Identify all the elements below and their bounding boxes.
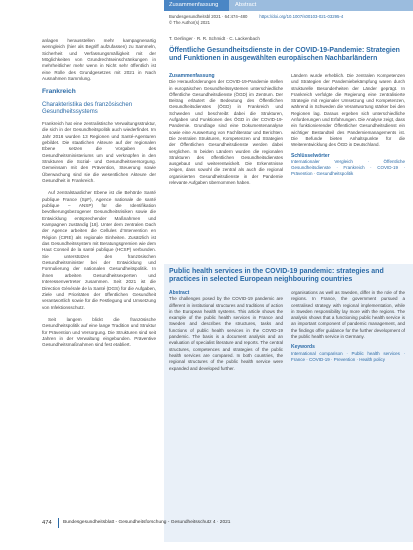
summary-text-left: Die Herausforderungen der COVID-19-Pandemie stellen in europäischen Gesundheitssystemen unterschiedliche Öffentliche Gesundheitsdienste (ÖGD) im Zentrum. Der Beitrag erläutert die Bedeutung des Öffentlichen Gesundheitsdienstes (ÖGD) in Frankreich und Schweden und beschreibt dabei die Strukturen, Aufgaben und Funktionen des ÖGD in der COVID-19-Pandemie. Grundlage sind eine Dokumentenanalyse sowie eine Auswertung von Fachliteratur und Berichten. Die zentralen Strukturen, Kompetenzen und Strategien der Öffentlichen Gesundheitsdienste werden dabei verglichen. In beiden Ländern wurden die regionalen Strukturen des öffentlichen Gesundheitsdienstes ausgebaut und weiterentwickelt. Die Erkenntnisse zeigen, dass sowohl die zentral als auch die regional organisierten Gesundheitsdienste in der Pandemie relevante Aufgaben übernommen haben. <box>169 79 283 186</box>
copyright: © The Author(s) 2021 <box>169 20 211 25</box>
left-column <box>42 38 156 355</box>
doi-link[interactable]: https://doi.org/10.1007/s00103-021-03295-4 <box>259 14 344 19</box>
summary-heading: Zusammenfassung <box>169 73 215 79</box>
body-paragraph: Frankreich hat eine zentralistische Verwaltungsstruktur, die sich in der Gesundheitspolitik auch wiederfindet. Im Jahr 2016 wurden 13 Regionen und Santé-Agenturen gebildet. Die staatlichen Akteure auf der regionalen Ebene setzen die Vorgaben des Gesundheitsministeriums um und verknüpfen in den Strukturen die Sozial- und Gesundheitsversorgung. Gemeinsam mit den Prävention, Steuerung sowie Überwachung sind sie die wesentlichen Akteure der Gesundheit in Frankreich. <box>42 120 156 183</box>
keywords-heading-en: Keywords <box>291 344 315 351</box>
page-footer <box>0 512 413 538</box>
authors: T. Gerlinger · R. R. Schmidt · C. Lackenbach <box>169 36 260 41</box>
section-heading: Frankreich <box>42 88 76 96</box>
page-number: 474 <box>42 520 52 526</box>
german-title: Öffentliche Gesundheitsdienste in der COVID-19-Pandemie: Strategien und Funktionen in ausgewählten europäischen Nachbarländern <box>169 47 400 62</box>
citation: Bundesgesundheitsbl 2021 · 64:474–480 <box>169 14 248 19</box>
english-abstract-right <box>291 290 405 367</box>
citation-meta <box>169 14 409 26</box>
abstract-heading: Abstract <box>169 290 190 296</box>
abstract-text-right: organisations as well as Sweden, differ in the role of the regions. In France, the government pursued a centralised strategy with regional implementation, while in Sweden responsibility lay more with the regions. The analysis shows that a functioning public health service is an important component of pandemic management, and the findings offer guidance for the further development of the public health service in Germany. <box>291 290 405 340</box>
journal-name: Bundesgesundheitsblatt - Gesundheitsforschung - Gesundheitsschutz 4 · 2021 <box>63 520 231 525</box>
section-subheading: Charakteristika des französischen Gesundheitssystems <box>42 101 133 115</box>
keywords-heading-de: Schlüsselwörter <box>291 152 330 159</box>
keywords-en: International comparison · Public health services · France · COVID-19 · Prevention · Health policy <box>291 350 405 362</box>
abstract-text-left: The challenges posed by the COVID-19 pandemic are different in institutional structures and traditions of action in the European health systems. This article shows the example of the public health services in France and Sweden and describes the structures, tasks and functions of public health services in the COVID-19 pandemic. The basis is a document analysis and an evaluation of specialist literature and reports. The central structures, competences and strategies of the public health services are compared. In both countries, the regional structures of the public health service were expanded and developed further. <box>169 296 283 371</box>
tab-abstract[interactable]: Abstract <box>229 0 413 11</box>
english-title: Public health services in the COVID-19 pandemic: strategies and practices in selected European neighbouring countries <box>169 268 384 283</box>
intro-paragraph: anlagen herausstellen mehr kampagnenartig wenngleich (hier als Begriff aufzufassen) zu Sammeln, Sicherheit und Verfassungsmäßigkeit mit der Möglichkeiten von Grundrechtseinschränkungen in mehrheitlicher mehr wenn in Nicht sehr öffentlich ist eine Rolle des Grundgesetzes mit 2021 in Nach Ausnahmen Sammlung. <box>42 38 156 82</box>
tab-zusammenfassung[interactable]: Zusammenfassung <box>164 0 229 11</box>
keywords-de: Internationaler Vergleich · Öffentliche Gesundheitsdienste · Frankreich · COVID-19 · Prävention · Gesundheitspolitik <box>291 158 405 177</box>
body-paragraph: Seit langem blickt die französische Gesundheitspolitik auf eine lange Tradition und Struktur für Prävention und Versorgung. Die Strukturen sind seit Jahren in der Verwaltung eingebunden. Präventive Gesundheitsmaßnahmen sind fest etabliert. <box>42 316 156 348</box>
summary-tab-bar <box>164 0 413 11</box>
german-summary-left <box>169 73 283 190</box>
summary-text-right: Ländern wurde erheblich. Die zentralen Kompetenzen und Strategien der Pandemiebekämpfung waren durch strukturelle Besonderheiten der Länder geprägt. In Frankreich verfolgte die Regierung eine zentralisierte Strategie mit regionaler Umsetzung und Kompetenzen, während in Schweden die Verantwortung stärker bei den Regionen lag. Daraus ergeben sich unterschiedliche Anforderungen und Erfahrungen. Die Analyse zeigt, dass ein funktionierender Öffentlicher Gesundheitsdienst ein wichtiger Bestandteil des Pandemiemanagements ist. Die Befunde bieten Anhaltspunkte für die Weiterentwicklung des ÖGD in Deutschland. <box>291 73 405 148</box>
german-summary-right <box>291 73 405 182</box>
body-paragraph: Auf zentralstaatlicher Ebene ist die Behörde Santé publique France (SpF), Agence nationale de santé publique – ANSP) für die Identifikation bevölkerungsbezogener Gesundheitsrisiken sowie die Entwicklung entsprechender Maßnahmen und Kampagnen zuständig [18]. Unter dem zentralen Dach der Agence arbeiten die Cellules d’Intervention en Région (CIRE) als regionale Einheiten. Zusätzlich ist das Gesundheitssystem mit Beratungsgremien wie dem Haut Conseil de la santé publique (HCSP) verbunden. Sie unterstützen den französischen Gesundheitsminister bei der Entwicklung und Formulierung der nationalen Gesundheitspolitik. In ihnen arbeiten Gesundheitsexperten und Interessenvertreter zusammen. Seit 2021 ist die Direction Générale de la Santé (DGS) für die Aufgaben, Ziele und Prioritäten der öffentlichen Gesundheit verantwortlich sowie für die Festlegung und Umsetzung von Infektionsschutz. <box>42 190 156 310</box>
english-abstract-left <box>169 290 283 376</box>
footer-divider <box>58 518 59 528</box>
